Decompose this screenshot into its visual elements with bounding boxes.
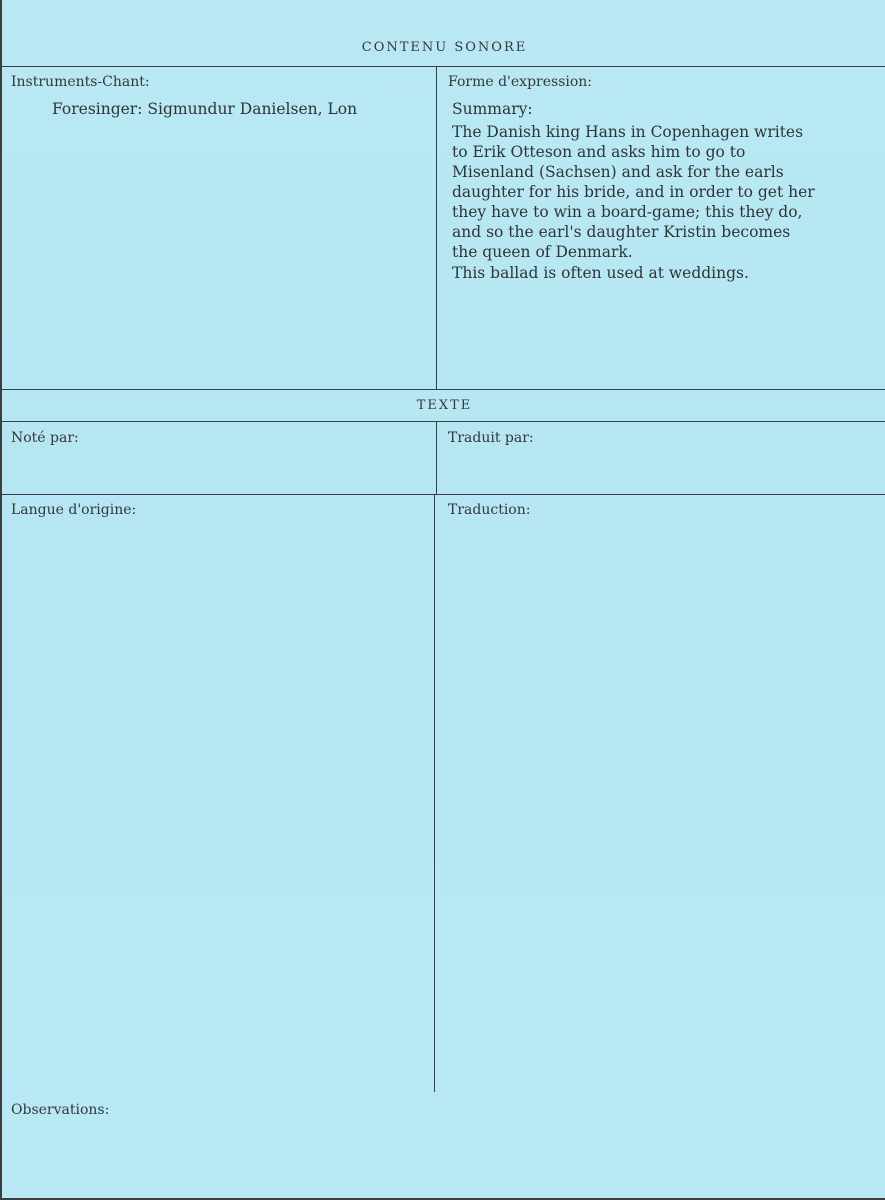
section-title-texte: TEXTE bbox=[416, 398, 473, 413]
summary-line: The Danish king Hans in Copenhagen writes bbox=[452, 123, 804, 141]
divider-texte-top bbox=[2, 389, 885, 390]
summary-line: they have to win a board-game; this they do, bbox=[452, 203, 803, 221]
instruments-chant-value: Foresinger: Sigmundur Danielsen, Lon bbox=[52, 100, 358, 118]
observations-label: Observations: bbox=[11, 1102, 110, 1118]
instruments-chant-label: Instruments-Chant: bbox=[11, 74, 150, 90]
traduction-label: Traduction: bbox=[448, 502, 531, 518]
section-title-contenu-sonore: CONTENU SONORE bbox=[361, 40, 528, 55]
summary-line: Misenland (Sachsen) and ask for the earls bbox=[452, 163, 784, 181]
traduit-par-label: Traduit par: bbox=[448, 430, 534, 446]
divider-vertical-langue bbox=[434, 494, 435, 1092]
summary-line: the queen of Denmark. bbox=[452, 243, 633, 261]
forme-expression-label: Forme d'expression: bbox=[448, 74, 593, 90]
note-par-label: Noté par: bbox=[11, 430, 79, 446]
summary-line: and so the earl's daughter Kristin becomes bbox=[452, 223, 791, 241]
summary-line: to Erik Otteson and asks him to go to bbox=[452, 143, 746, 161]
divider-langue-top bbox=[2, 494, 885, 495]
divider-vertical-note bbox=[436, 421, 437, 494]
divider-vertical-contenu bbox=[436, 66, 437, 389]
summary-line: daughter for his bride, and in order to get her bbox=[452, 183, 815, 201]
summary-line: This ballad is often used at weddings. bbox=[452, 264, 749, 282]
summary-heading: Summary: bbox=[452, 100, 533, 118]
langue-origine-label: Langue d'origine: bbox=[11, 502, 137, 518]
divider-texte-bottom bbox=[2, 421, 885, 422]
divider-top bbox=[2, 66, 885, 67]
